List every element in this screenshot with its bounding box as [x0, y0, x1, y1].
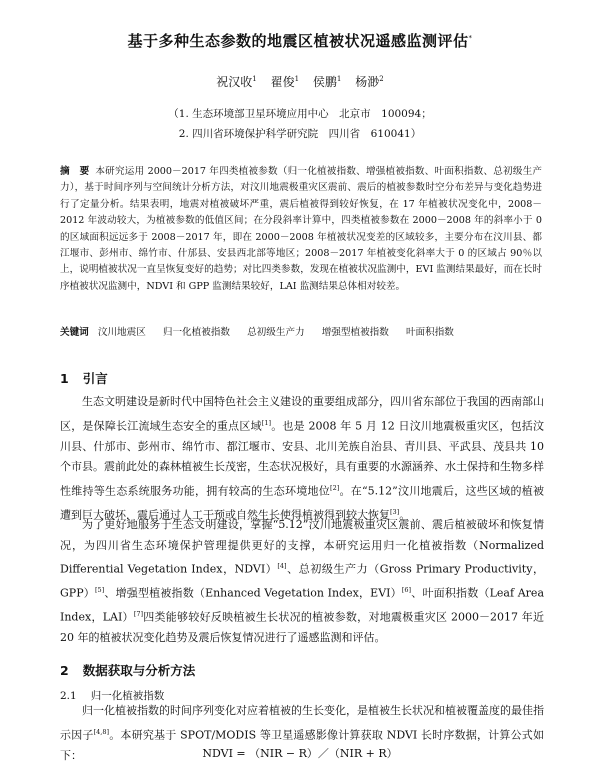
author: 祝汉收$^1$: [216, 75, 257, 89]
section-heading: 2 数据获取与分析方法: [60, 663, 196, 678]
abstract-text: 本研究运用 2000－2017 年四类植被参数（归一化植被指数、增强植被指数、叶面积指数、总初级生产力），基于时间序列与空间统计分析方法，对汶川地震极重灾区震前、震后的植被参数时空分布差异与变化趋势进行了定量分析。结果表明，地震对植被破坏严重，震后植被得到较好恢复，在 17 年植被状况变化中，2008－2012 年波动较大，为植被参数的低值区间；在分段斜率计算中，四类植被参数在 2000－2008 年的斜率小于 0 的区域面积远远多于 2008－2017 年，即在 2000－2008 年植被状况变差的区域较多，主要分布在汶川县、都江堰市、彭州市、绵竹市、什邡县、安县西北部等地区；2008－2017 年植被变化斜率大于 0 的区域占 90％以上，说明植被状况一直呈恢复变好的趋势；对比四类参数，发现在植被状况监测中，EVI 监测结果最好，而在长时序植被状况监测中，NDVI 和 GPP 监测结果较好，LAI 监测结果总体相对较差。: [60, 166, 543, 292]
keywords-label: 关键词: [60, 327, 89, 338]
subsection-heading: 2.1 归一化植被指数: [60, 690, 165, 702]
section-heading: 1 引言: [60, 371, 108, 386]
author: 侯鹏$^1$: [312, 75, 342, 89]
intro-paragraph-1: 生态文明建设是新时代中国特色社会主义建设的重要组成部分，四川省东部位于我国的西南部山区，是保障长江流域生态安全的重点区域[1]。也是 2008 年 5 月 12 日汶川地震极重灾区，包括汶川县、什邡市、彭州市、绵竹市、都江堰市、安县、北川羌族自治县、青川县、平武县、茂县共 10 个市县。震前此处的森林植被生长茂密，生态状况极好，具有重要的水源涵养、水土保持和生物多样性维持等生态系统服务功能，拥有较高的生态环境地位[2]。在“5.12”汶川地震后，这些区域的植被遭到巨大破坏，震后通过人工干预或自然生长使得植被得到较大恢复[3]。: [60, 395, 545, 522]
ndvi-paragraph: 归一化植被指数的时间序列变化对应着植被的生长变化，是植被生长状况和植被覆盖度的最佳指示因子[4,8]。本研究基于 SPOT/MODIS 等卫星遥感影像计算获取 NDVI 长时序数据，计算公式如下：: [60, 704, 544, 762]
author: 翟俊$^1$: [270, 75, 300, 89]
keyword: 归一化植被指数: [162, 327, 231, 338]
author: 杨渺$^2$: [355, 75, 384, 89]
citation: [6]: [401, 586, 412, 595]
keyword: 汶川地震区: [97, 327, 146, 338]
abstract-label: 摘 要: [60, 166, 90, 177]
author-list: [0, 73, 600, 90]
abstract: [60, 164, 542, 295]
citation: [1]: [261, 418, 271, 427]
citation: [3]: [390, 507, 400, 516]
citation: [4]: [277, 562, 287, 570]
affiliation-line: （1. 生态环境部卫星环境应用中心 北京市 100094；: [168, 108, 432, 120]
keyword: 总初级生产力: [247, 327, 305, 338]
ndvi-formula: NDVI = （NIR − R）／（NIR + R）: [202, 747, 398, 760]
keyword: 增强型植被指数: [321, 327, 389, 338]
keywords: [60, 326, 542, 340]
keyword: 叶面积指数: [405, 327, 454, 338]
intro-paragraph-2: 为了更好地服务于生态文明建设，掌握“5.12”汶川地震极重灾区震前、震后植被破坏和恢复情况，为四川省生态环境保护管理提供更好的支撑，本研究运用归一化植被指数（Normalized Differential Vegetation Index，NDVI）[4]、总初级生产力（Gross Primary Productivity，GPP）[5]、增强型植被指数（Enhanced Vegetation Index，EVI）[6]、叶面积指数（Leaf Area Index，LAI）[7]四类能够较好反映植被生长状况的植被参数，对地震极重灾区 2000－2017 年近 20 年的植被状况变化趋势及震后恢复情况进行了遥感监测和评估。: [60, 518, 545, 645]
citation: [5]: [94, 586, 105, 595]
citation: [2]: [330, 483, 340, 492]
citation: [4,8]: [93, 727, 110, 736]
title-footnote-mark: *: [468, 34, 473, 42]
paper-title: 基于多种生态参数的地震区植被状况遥感监测评估*: [127, 32, 473, 50]
affiliation-line: 2. 四川省环境保护科学研究院 四川省 610041）: [178, 128, 422, 140]
citation: [7]: [133, 610, 144, 619]
